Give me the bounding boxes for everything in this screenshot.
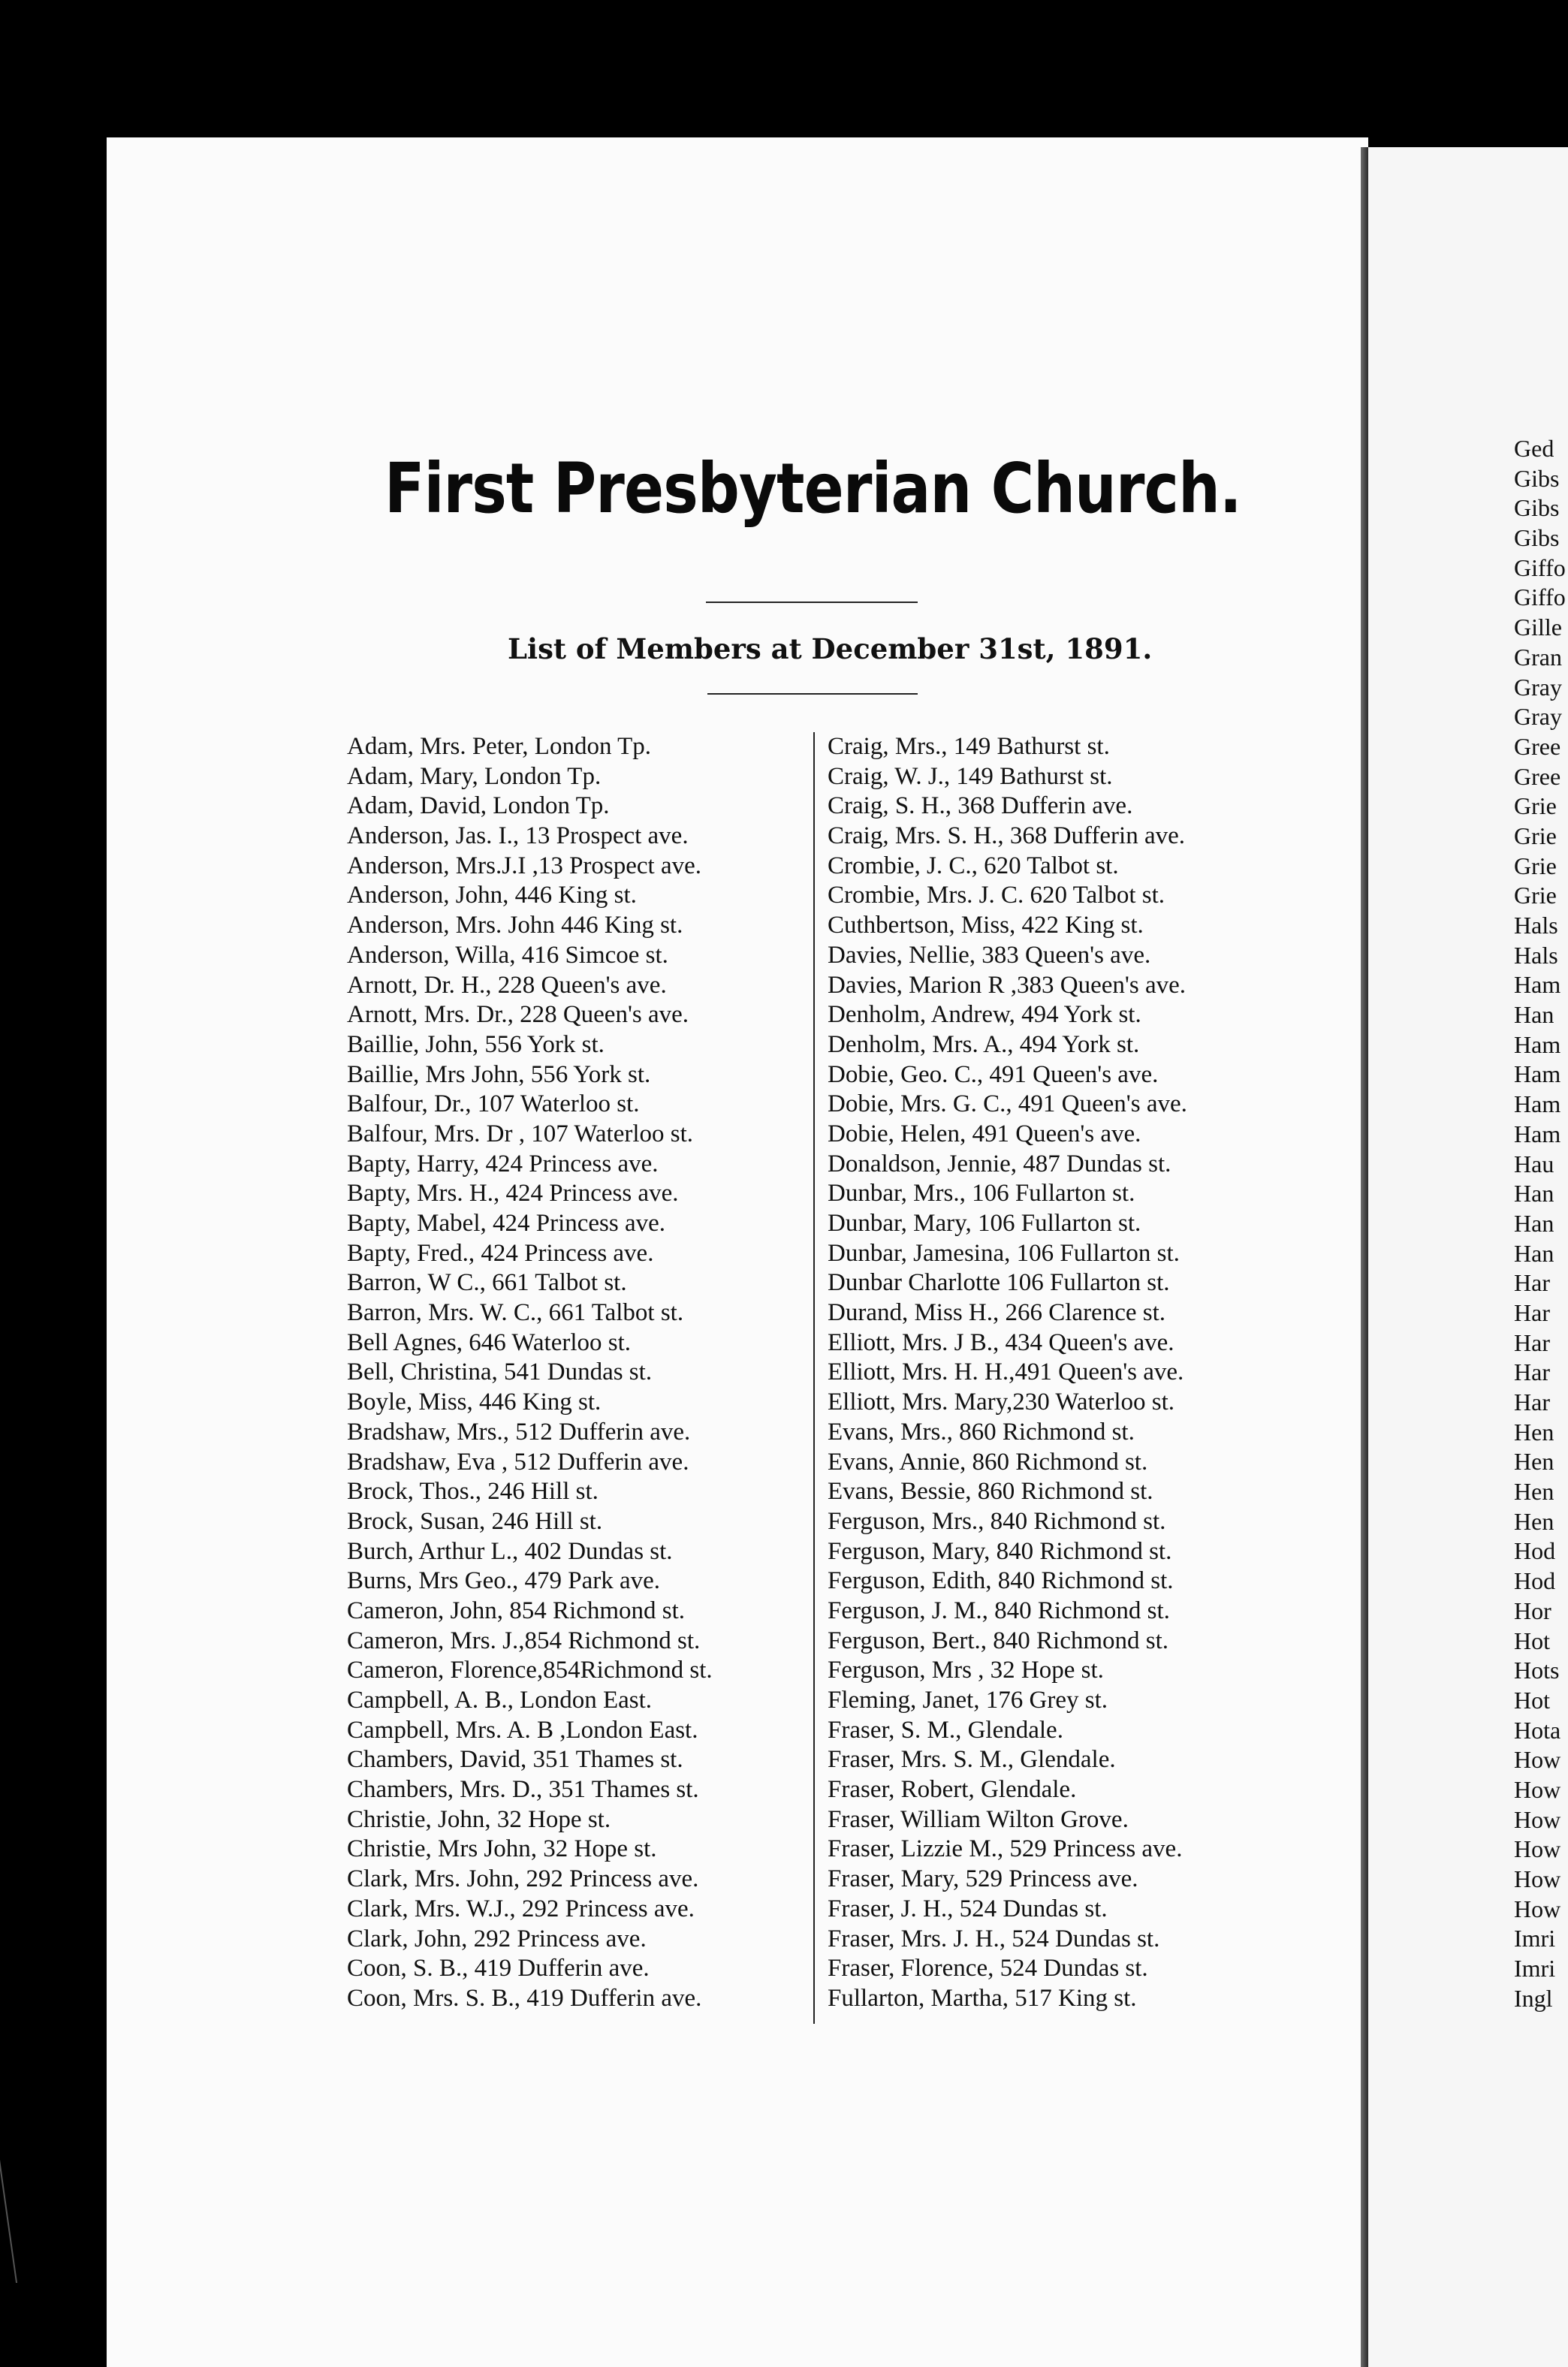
next-page-fragment: Ham — [1514, 1120, 1561, 1147]
member-entry: Dunbar, Mary, 106 Fullarton st. — [828, 1210, 1141, 1237]
member-entry: Cuthbertson, Miss, 422 King st. — [828, 912, 1144, 939]
member-entry: Arnott, Dr. H., 228 Queen's ave. — [347, 971, 667, 999]
member-entry: Durand, Miss H., 266 Clarence st. — [828, 1299, 1166, 1327]
member-entry: Davies, Nellie, 383 Queen's ave. — [828, 941, 1151, 969]
member-entry: Evans, Annie, 860 Richmond st. — [828, 1448, 1148, 1476]
next-page-fragment: Ingl — [1514, 1984, 1553, 2012]
next-page-fragment: How — [1514, 1865, 1561, 1892]
next-page-fragment: Gray — [1514, 673, 1562, 701]
member-entry: Arnott, Mrs. Dr., 228 Queen's ave. — [347, 1001, 689, 1029]
next-page-fragment: Har — [1514, 1328, 1550, 1356]
member-entry: Balfour, Dr., 107 Waterloo st. — [347, 1090, 640, 1118]
member-entry: Denholm, Mrs. A., 494 York st. — [828, 1030, 1140, 1058]
member-entry: Cameron, Mrs. J.,854 Richmond st. — [347, 1627, 701, 1654]
member-entry: Anderson, Jas. I., 13 Prospect ave. — [347, 822, 689, 850]
member-entry: Boyle, Miss, 446 King st. — [347, 1389, 602, 1416]
next-page-fragment: Gibs — [1514, 464, 1560, 492]
member-entry: Denholm, Andrew, 494 York st. — [828, 1001, 1141, 1029]
member-entry: Fraser, William Wilton Grove. — [828, 1805, 1129, 1833]
member-entry: Bapty, Fred., 424 Princess ave. — [347, 1239, 654, 1267]
next-page-fragment: Ham — [1514, 1060, 1561, 1088]
next-page-fragment: Gran — [1514, 643, 1562, 671]
member-entry: Donaldson, Jennie, 487 Dundas st. — [828, 1150, 1171, 1177]
member-entry: Bapty, Harry, 424 Princess ave. — [347, 1150, 659, 1177]
column-divider — [813, 732, 815, 2024]
member-entry: Elliott, Mrs. J B., 434 Queen's ave. — [828, 1328, 1174, 1356]
next-page-fragment: Hen — [1514, 1418, 1554, 1446]
next-page-fragment: Ham — [1514, 971, 1561, 999]
member-entry: Ferguson, Edith, 840 Richmond st. — [828, 1567, 1174, 1595]
next-page-fragment: How — [1514, 1746, 1561, 1774]
title-rule-top — [706, 602, 918, 603]
member-entry: Craig, W. J., 149 Bathurst st. — [828, 762, 1113, 790]
next-page-fragment: Har — [1514, 1358, 1550, 1386]
member-entry: Chambers, Mrs. D., 351 Thames st. — [347, 1776, 699, 1804]
member-entry: Adam, Mary, London Tp. — [347, 762, 602, 790]
member-entry: Anderson, Mrs.J.I ,13 Prospect ave. — [347, 852, 702, 879]
next-page-fragment: Han — [1514, 1239, 1554, 1267]
next-page-fragment: Hen — [1514, 1478, 1554, 1506]
next-page-fragment: Han — [1514, 1209, 1554, 1237]
member-entry: Dobie, Geo. C., 491 Queen's ave. — [828, 1060, 1159, 1088]
next-page-fragment: Imri — [1514, 1925, 1556, 1952]
member-entry: Anderson, Mrs. John 446 King st. — [347, 912, 683, 939]
member-entry: Bapty, Mabel, 424 Princess ave. — [347, 1210, 666, 1237]
member-entry: Fraser, Mary, 529 Princess ave. — [828, 1865, 1138, 1893]
next-page-fragment: Hota — [1514, 1716, 1561, 1744]
next-page-fragment: How — [1514, 1895, 1561, 1922]
member-entry: Baillie, John, 556 York st. — [347, 1030, 605, 1058]
member-entry: Cameron, John, 854 Richmond st. — [347, 1597, 686, 1624]
member-entry: Bell, Christina, 541 Dundas st. — [347, 1358, 653, 1386]
member-entry: Fraser, S. M., Glendale. — [828, 1716, 1063, 1744]
next-page-fragment: Han — [1514, 1180, 1554, 1208]
page-edge-mark — [0, 2058, 47, 2283]
member-list-right — [828, 732, 1308, 2014]
member-entry: Elliott, Mrs. H. H.,491 Queen's ave. — [828, 1358, 1184, 1386]
next-page-fragment: Gille — [1514, 614, 1562, 641]
next-page-fragment: Har — [1514, 1298, 1550, 1326]
next-page-fragment: Han — [1514, 1001, 1554, 1029]
member-entry: Bell Agnes, 646 Waterloo st. — [347, 1328, 632, 1356]
next-page-fragment: Hau — [1514, 1150, 1554, 1177]
next-page-fragment: Giffo — [1514, 553, 1566, 581]
next-page-fragment: Hod — [1514, 1537, 1556, 1565]
member-entry: Burns, Mrs Geo., 479 Park ave. — [347, 1567, 661, 1595]
member-entry: Dobie, Mrs. G. C., 491 Queen's ave. — [828, 1090, 1187, 1118]
member-entry: Craig, Mrs. S. H., 368 Dufferin ave. — [828, 822, 1185, 850]
member-entry: Anderson, John, 446 King st. — [347, 882, 637, 909]
next-page-fragment: How — [1514, 1775, 1561, 1803]
member-entry: Adam, David, London Tp. — [347, 792, 610, 820]
member-list-left — [347, 732, 805, 2014]
next-page-fragment: Grie — [1514, 792, 1557, 820]
page-title: First Presbyterian Church. — [384, 448, 1241, 529]
member-entry: Elliott, Mrs. Mary,230 Waterloo st. — [828, 1389, 1175, 1416]
member-entry: Fraser, Mrs. J. H., 524 Dundas st. — [828, 1925, 1160, 1952]
page-subtitle: List of Members at December 31st, 1891. — [508, 632, 1153, 665]
member-entry: Christie, Mrs John, 32 Hope st. — [347, 1835, 657, 1863]
member-entry: Brock, Susan, 246 Hill st. — [347, 1507, 603, 1535]
next-page-fragment: Imri — [1514, 1955, 1556, 1983]
next-page-fragment: Hots — [1514, 1657, 1560, 1684]
member-entry: Barron, Mrs. W. C., 661 Talbot st. — [347, 1299, 684, 1327]
next-page-fragment: How — [1514, 1835, 1561, 1863]
member-entry: Dunbar, Mrs., 106 Fullarton st. — [828, 1180, 1135, 1208]
member-entry: Coon, Mrs. S. B., 419 Dufferin ave. — [347, 1984, 702, 2012]
member-entry: Ferguson, Mrs , 32 Hope st. — [828, 1657, 1104, 1684]
next-page-fragment: Grie — [1514, 852, 1557, 879]
member-entry: Brock, Thos., 246 Hill st. — [347, 1478, 599, 1506]
member-entry: Ferguson, Mrs., 840 Richmond st. — [828, 1507, 1166, 1535]
next-page-fragment: Gray — [1514, 703, 1562, 731]
member-entry: Fullarton, Martha, 517 King st. — [828, 1984, 1137, 2012]
next-page-fragment: Hor — [1514, 1597, 1551, 1624]
next-page-fragment: Hen — [1514, 1448, 1554, 1476]
member-entry: Ferguson, J. M., 840 Richmond st. — [828, 1597, 1170, 1624]
next-page-fragment: Gibs — [1514, 524, 1560, 552]
member-entry: Evans, Bessie, 860 Richmond st. — [828, 1478, 1153, 1506]
member-entry: Crombie, Mrs. J. C. 620 Talbot st. — [828, 882, 1165, 909]
next-page-fragment: How — [1514, 1805, 1561, 1833]
next-page-fragment: Gree — [1514, 762, 1561, 790]
member-entry: Craig, S. H., 368 Dufferin ave. — [828, 792, 1133, 820]
member-entry: Bradshaw, Mrs., 512 Dufferin ave. — [347, 1418, 691, 1446]
next-page-fragment: Giffo — [1514, 583, 1566, 611]
member-entry: Balfour, Mrs. Dr , 107 Waterloo st. — [347, 1120, 694, 1147]
member-entry: Craig, Mrs., 149 Bathurst st. — [828, 733, 1110, 760]
next-page-fragment: Hot — [1514, 1627, 1550, 1654]
next-page-fragment: Ged — [1514, 435, 1554, 462]
member-entry: Anderson, Willa, 416 Simcoe st. — [347, 941, 668, 969]
member-entry: Clark, John, 292 Princess ave. — [347, 1925, 647, 1952]
next-page-fragment: Gibs — [1514, 494, 1560, 522]
member-entry: Baillie, Mrs John, 556 York st. — [347, 1060, 651, 1088]
member-entry: Dobie, Helen, 491 Queen's ave. — [828, 1120, 1141, 1147]
member-entry: Evans, Mrs., 860 Richmond st. — [828, 1418, 1135, 1446]
next-page-fragment: Har — [1514, 1389, 1550, 1416]
next-page-fragment: Hod — [1514, 1567, 1556, 1595]
next-page-fragment: Har — [1514, 1269, 1550, 1297]
member-entry: Christie, John, 32 Hope st. — [347, 1805, 611, 1833]
member-entry: Davies, Marion R ,383 Queen's ave. — [828, 971, 1187, 999]
member-entry: Coon, S. B., 419 Dufferin ave. — [347, 1955, 650, 1983]
member-entry: Bapty, Mrs. H., 424 Princess ave. — [347, 1180, 679, 1208]
member-entry: Clark, Mrs. W.J., 292 Princess ave. — [347, 1895, 695, 1922]
member-entry: Dunbar, Jamesina, 106 Fullarton st. — [828, 1239, 1180, 1267]
next-page-fragment: Hen — [1514, 1507, 1554, 1535]
member-entry: Cameron, Florence,854Richmond st. — [347, 1657, 713, 1684]
next-page-fragment-list — [1514, 434, 1568, 2013]
member-entry: Fraser, Florence, 524 Dundas st. — [828, 1955, 1148, 1983]
next-page-fragment: Hals — [1514, 941, 1558, 969]
next-page-fragment: Grie — [1514, 882, 1557, 909]
next-page-fragment: Grie — [1514, 822, 1557, 849]
member-entry: Campbell, Mrs. A. B ,London East. — [347, 1716, 698, 1744]
member-entry: Chambers, David, 351 Thames st. — [347, 1746, 683, 1774]
member-entry: Fraser, Mrs. S. M., Glendale. — [828, 1746, 1116, 1774]
member-entry: Clark, Mrs. John, 292 Princess ave. — [347, 1865, 699, 1893]
member-entry: Barron, W C., 661 Talbot st. — [347, 1269, 627, 1297]
member-entry: Ferguson, Bert., 840 Richmond st. — [828, 1627, 1169, 1654]
member-entry: Fraser, Robert, Glendale. — [828, 1776, 1077, 1804]
member-entry: Adam, Mrs. Peter, London Tp. — [347, 733, 652, 760]
member-entry: Fleming, Janet, 176 Grey st. — [828, 1687, 1108, 1714]
member-entry: Crombie, J. C., 620 Talbot st. — [828, 852, 1119, 879]
next-page-fragment: Ham — [1514, 1030, 1561, 1058]
member-entry: Bradshaw, Eva , 512 Dufferin ave. — [347, 1448, 689, 1476]
member-entry: Fraser, Lizzie M., 529 Princess ave. — [828, 1835, 1183, 1863]
next-page-fragment: Hot — [1514, 1686, 1550, 1714]
member-entry: Burch, Arthur L., 402 Dundas st. — [347, 1537, 673, 1565]
member-entry: Ferguson, Mary, 840 Richmond st. — [828, 1537, 1172, 1565]
next-page-fragment: Hals — [1514, 912, 1558, 939]
member-entry: Fraser, J. H., 524 Dundas st. — [828, 1895, 1108, 1922]
title-rule-bottom — [707, 693, 918, 695]
member-entry: Campbell, A. B., London East. — [347, 1687, 653, 1714]
member-entry: Dunbar Charlotte 106 Fullarton st. — [828, 1269, 1170, 1297]
next-page-fragment: Ham — [1514, 1090, 1561, 1118]
next-page-fragment: Gree — [1514, 732, 1561, 760]
